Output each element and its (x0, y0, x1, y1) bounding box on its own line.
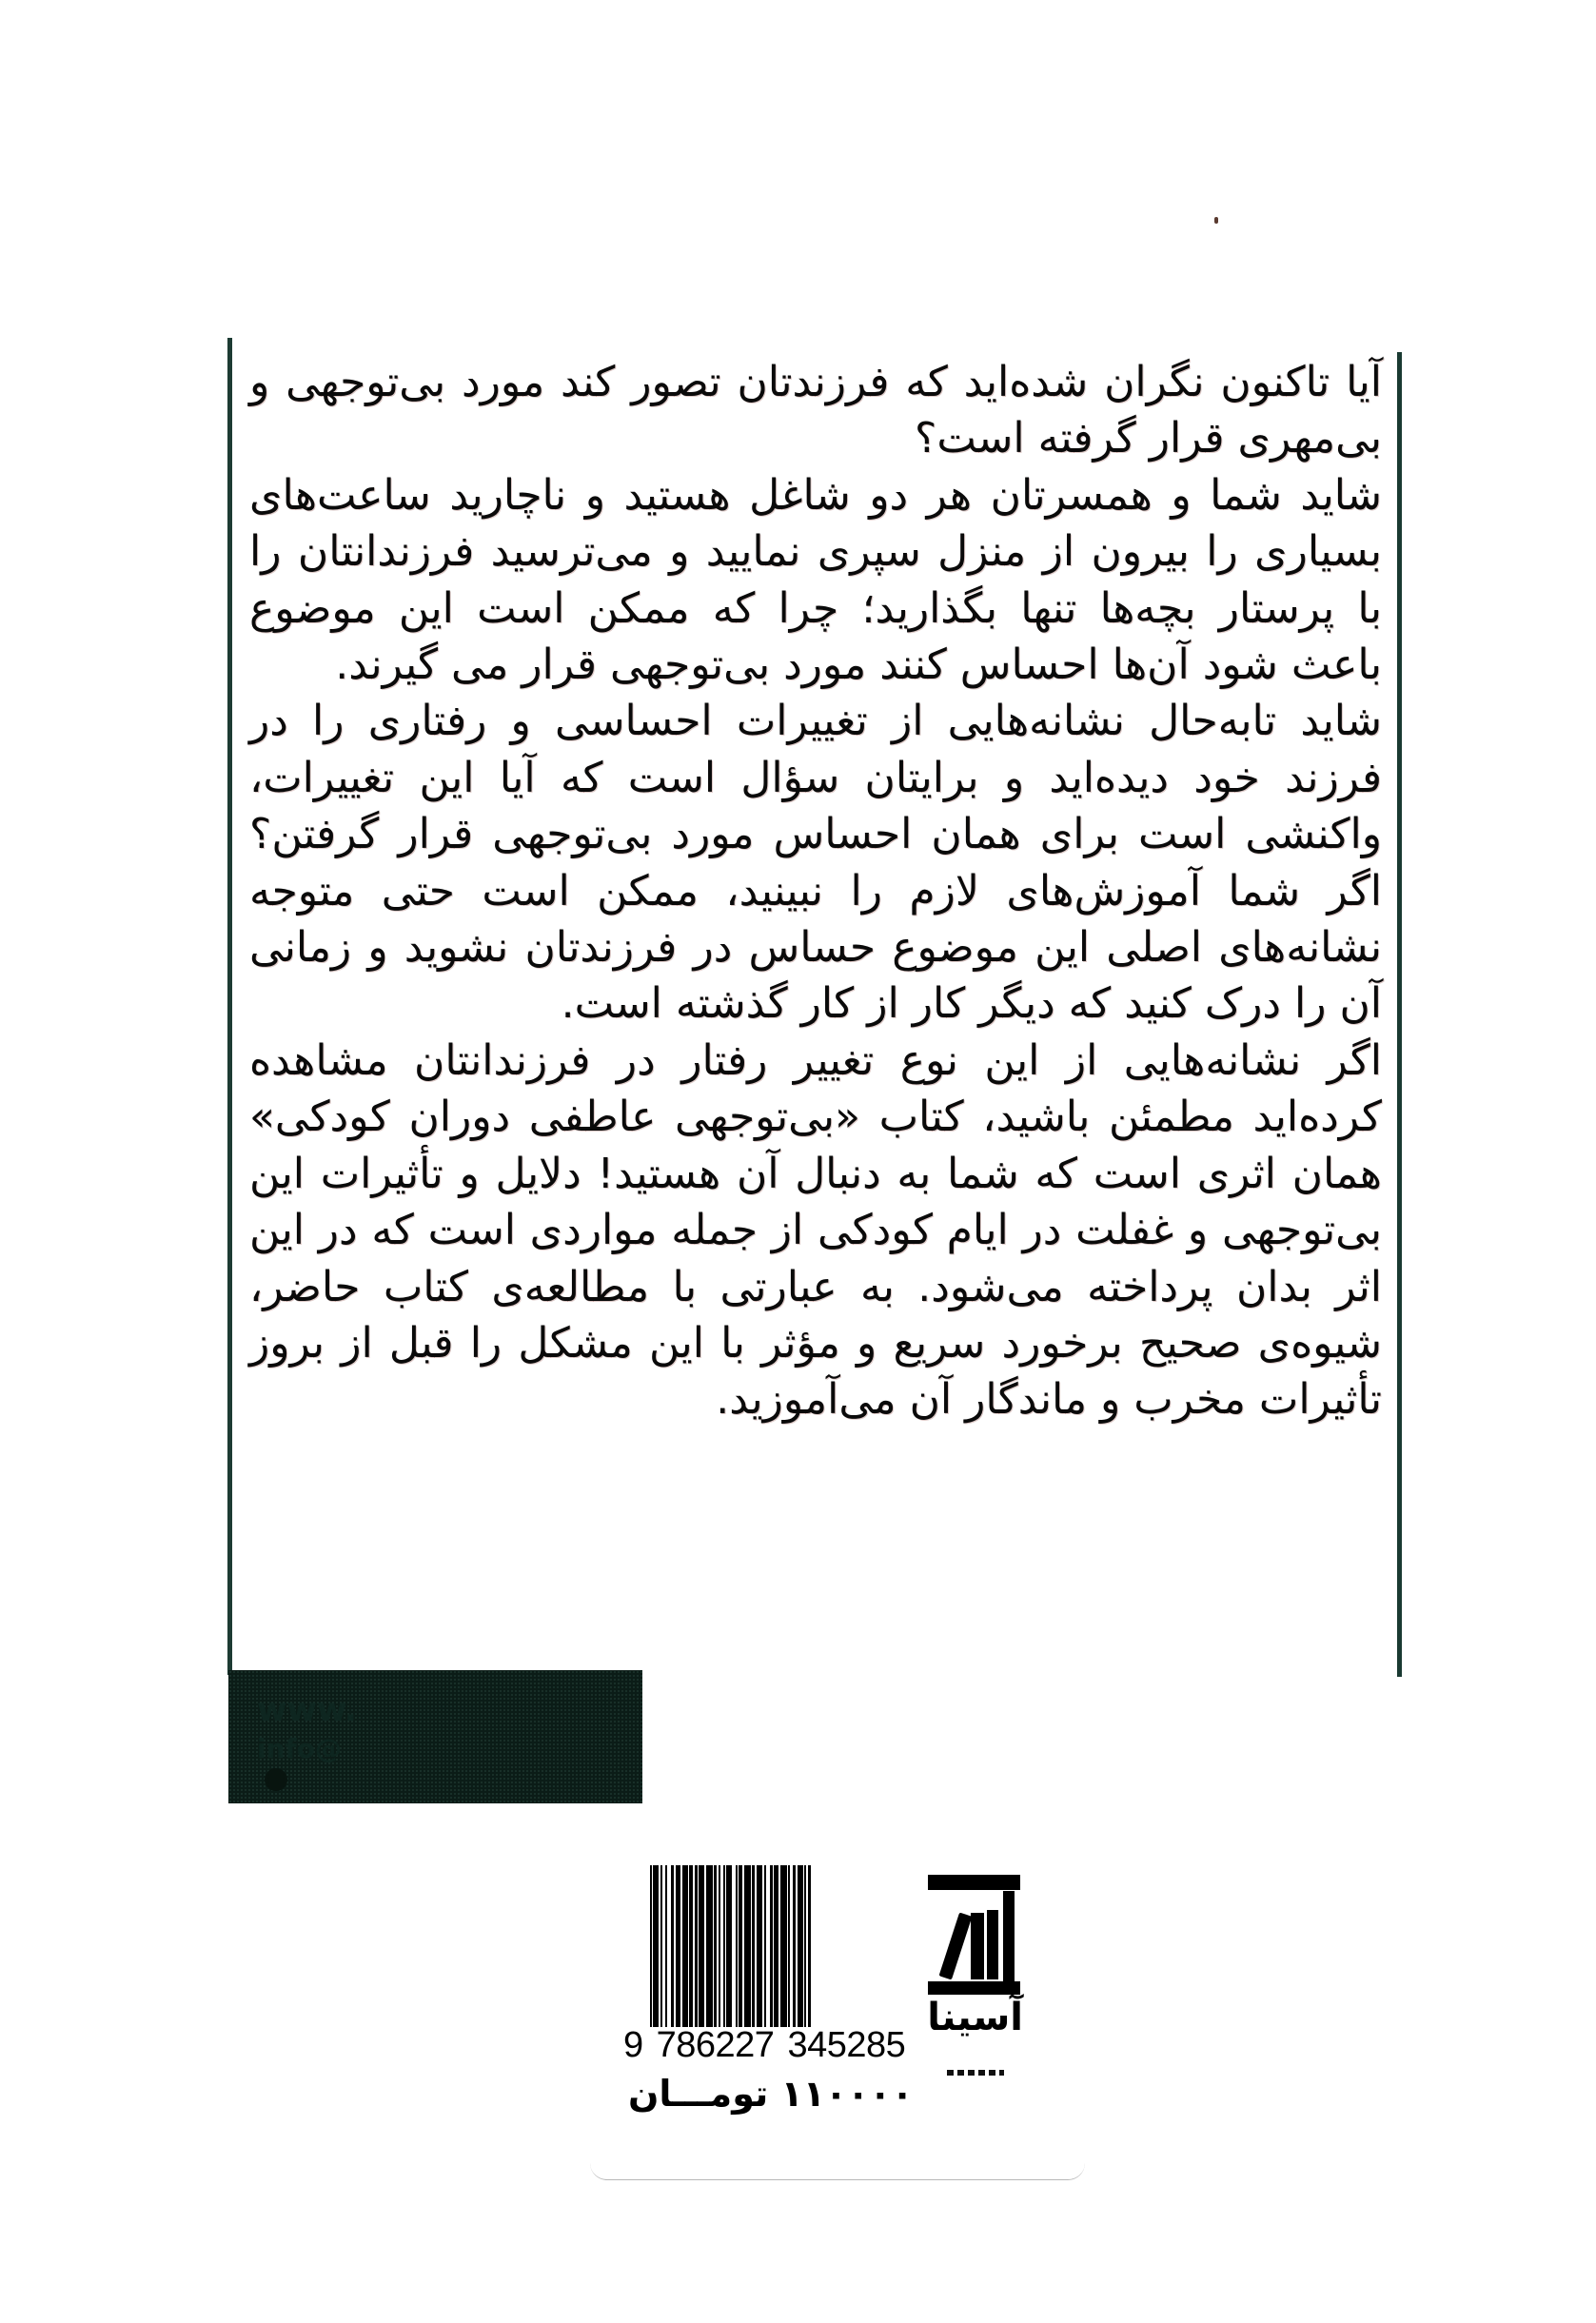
blurb-paragraph: شاید شما و همسرتان هر دو شاغل هستید و ناچارید ساعت‌های بسیاری را بیرون از منزل سپری نمایید و می‌ترسید فرزندانتان را با پرستار بچه‌ها تنها بگذارید؛ چرا که ممکن است این موضوع باعث شود آن‌ها احساس کنند مورد بی‌توجهی قرار می گیرند. (249, 470, 1382, 690)
publisher-name: آسینا (927, 1996, 1023, 2039)
barcode-icon (650, 1865, 907, 2051)
frame-border-left (227, 338, 232, 1675)
isbn-number (623, 2025, 905, 2066)
isbn-prefix: 9 (623, 2025, 643, 2065)
paper-speck (1214, 217, 1218, 224)
isbn-group-1: 786227 (656, 2025, 775, 2065)
blurb-paragraph: شاید تابه‌حال نشانه‌هایی از تغییرات احساسی و رفتاری را در فرزند خود دیده‌اید و برایتان سؤال است که آیا این تغییرات، واکنشی است برای همان احساس مورد بی‌توجهی قرار گرفتن؟ اگر شما آموزش‌های لازم را نبینید، ممکن است حتی متوجه نشانه‌های اصلی این موضوع حساس در فرزندتان نشوید و زمانی آن را درک کنید که دیگر کار از کار گذشته است. (249, 697, 1382, 1029)
blurb-paragraph: اگر نشانه‌هایی از این نوع تغییر رفتار در فرزندانتان مشاهده کرده‌اید مطمئن باشید، کتاب «بی‌توجهی عاطفی دوران کودکی» همان اثری است که شما به دنبال آن هستید! دلایل و تأثیرات این بی‌توجهی و غفلت در ایام کودکی از جمله مواردی است که در این اثر بدان پرداخته می‌شود. به عبارتی با مطالعه‌ی کتاب حاضر، شیوه‌ی صحیح برخورد سریع و مؤثر با این مشکل را قبل از بروز تأثیرات مخرب و ماندگار آن می‌آموزید. (249, 1035, 1382, 1425)
contact-website: www. (257, 1691, 357, 1729)
blurb-paragraph: آیا تاکنون نگران شده‌اید که فرزندتان تصور کند مورد بی‌توجهی و بی‌مهری قرار گرفته است؟ (249, 358, 1382, 463)
contact-email: info@ (257, 1733, 342, 1764)
back-cover-blurb (249, 354, 1382, 1428)
price-label: ۱۱۰۰۰۰ تومـــان (628, 2073, 914, 2115)
publisher-logo-dots (947, 2070, 1004, 2076)
frame-border-right (1397, 352, 1402, 1677)
isbn-group-2: 345285 (787, 2025, 906, 2065)
publisher-contact-box (228, 1670, 642, 1803)
contact-icon (265, 1768, 287, 1791)
